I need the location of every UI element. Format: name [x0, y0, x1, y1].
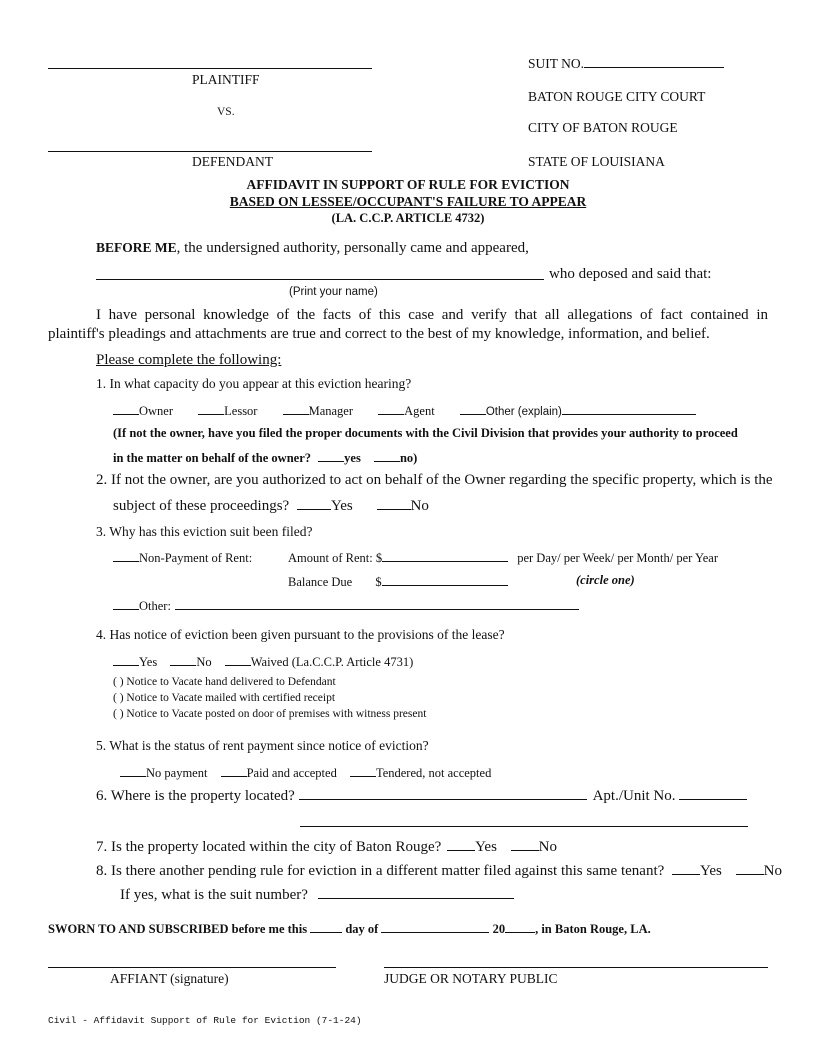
q7-question: 7. Is the property located within the city of Baton Rouge? — [96, 839, 442, 855]
q7-yes: Yes — [475, 839, 497, 855]
sworn-part-4: , in Baton Rouge, LA. — [535, 922, 651, 936]
q1-owner-blank[interactable] — [113, 402, 139, 415]
q1-note-line-2 — [113, 449, 417, 466]
q1-other-explain-blank[interactable] — [562, 402, 696, 415]
q1-note-no: no) — [399, 451, 418, 465]
affiant-signature-label: AFFIANT (signature) — [110, 971, 229, 986]
defendant-label: DEFENDANT — [192, 154, 273, 169]
affiant-name-blank[interactable] — [96, 279, 544, 280]
court-city: CITY OF BATON ROUGE — [528, 120, 678, 135]
q4-no-blank[interactable] — [170, 653, 196, 666]
q1-other: Other (explain) — [485, 406, 562, 418]
q3-other-label: Other: — [139, 599, 171, 613]
q3-balance-dollar: $ — [375, 575, 382, 589]
deposed-text: who deposed and said that: — [549, 266, 712, 282]
q3-non-payment-blank[interactable] — [113, 549, 139, 562]
sworn-line — [48, 920, 651, 937]
q1-other-blank[interactable] — [460, 402, 486, 415]
q5-tendered-blank[interactable] — [350, 764, 376, 777]
q6-address-blank[interactable] — [299, 787, 587, 800]
q3-other-blank[interactable] — [113, 597, 139, 610]
statement-line-2: plaintiff's pleadings and attachments are true and correct to the best of my knowledge, information, and belief. — [48, 326, 710, 342]
q8-no-blank[interactable] — [736, 862, 764, 875]
q5-paid: Paid and accepted — [246, 766, 337, 780]
q6-question: 6. Where is the property located? — [96, 788, 295, 804]
q5-tendered: Tendered, not accepted — [375, 766, 492, 780]
statement-line-1: I have personal knowledge of the facts of this case and verify that all allegations of fact contained in — [96, 307, 768, 323]
defendant-signature-line[interactable] — [48, 151, 372, 152]
q7-yes-blank[interactable] — [447, 838, 475, 851]
q4-waived: Waived (La.C.C.P. Article 4731) — [250, 655, 414, 669]
sworn-day-blank[interactable] — [310, 920, 342, 933]
q8-question: 8. Is there another pending rule for eviction in a different matter filed against this same tenant? — [96, 863, 665, 879]
q1-agent: Agent — [404, 404, 435, 418]
q1-manager-blank[interactable] — [283, 402, 309, 415]
q1-note-no-blank[interactable] — [374, 449, 400, 462]
q4-check-hand-delivered[interactable]: ( ) Notice to Vacate hand delivered to Defendant — [113, 676, 336, 688]
q3-per-period: per Day/ per Week/ per Month/ per Year — [517, 551, 719, 565]
q4-check-posted[interactable]: ( ) Notice to Vacate posted on door of premises with witness present — [113, 708, 427, 720]
q1-note-yes: yes — [344, 451, 361, 465]
before-me-bold: BEFORE ME — [96, 240, 177, 255]
vs-label: VS. — [217, 106, 235, 118]
q4-no: No — [196, 655, 212, 669]
q8-yes-blank[interactable] — [672, 862, 700, 875]
q3-amount-of-rent — [288, 549, 718, 566]
judge-signature-label: JUDGE OR NOTARY PUBLIC — [384, 971, 558, 986]
q1-lessor: Lessor — [224, 404, 258, 418]
suit-number-field — [528, 55, 724, 72]
q2-no: No — [410, 498, 429, 514]
q6-address-line-2[interactable] — [300, 826, 748, 827]
q5-no-payment-blank[interactable] — [120, 764, 146, 777]
q4-waived-blank[interactable] — [225, 653, 251, 666]
q8-no: No — [763, 863, 782, 879]
q3-amount-label: Amount of Rent: $ — [288, 551, 383, 565]
print-name-hint: (Print your name) — [289, 286, 378, 298]
suit-number-blank[interactable] — [584, 55, 724, 68]
form-footer: Civil - Affidavit Support of Rule for Eviction (7-1-24) — [48, 1015, 362, 1026]
q6-apt-label: Apt./Unit No. — [592, 788, 676, 804]
before-me-line — [96, 240, 529, 257]
q4-yes-blank[interactable] — [113, 653, 139, 666]
sworn-part-3: 20 — [492, 922, 506, 936]
q6-apt-blank[interactable] — [679, 787, 747, 800]
q4-options — [113, 653, 413, 670]
court-state: STATE OF LOUISIANA — [528, 154, 665, 169]
q8-suit-number-blank[interactable] — [318, 886, 514, 899]
q3-amount-blank[interactable] — [382, 549, 508, 562]
q1-manager: Manager — [308, 404, 354, 418]
q7-no-blank[interactable] — [511, 838, 539, 851]
q1-note-yes-blank[interactable] — [318, 449, 344, 462]
please-complete-heading: Please complete the following: — [96, 352, 282, 368]
title-line-2: BASED ON LESSEE/OCCUPANT'S FAILURE TO APPEAR — [229, 194, 587, 209]
q1-note-line-1: (If not the owner, have you filed the proper documents with the Civil Division that provides your authority to proceed — [113, 426, 738, 440]
q1-agent-blank[interactable] — [378, 402, 404, 415]
q3-non-payment-label: Non-Payment of Rent: — [139, 551, 253, 565]
q6-line — [96, 787, 747, 805]
q4-yes: Yes — [139, 655, 158, 669]
q8-line — [96, 862, 782, 880]
q8-followup: If yes, what is the suit number? — [120, 887, 308, 903]
q4-question: 4. Has notice of eviction been given pursuant to the provisions of the lease? — [96, 627, 505, 642]
plaintiff-signature-line[interactable] — [48, 68, 372, 69]
title-line-1: AFFIDAVIT IN SUPPORT OF RULE FOR EVICTION — [246, 177, 570, 192]
q3-other-explain-blank[interactable] — [175, 597, 579, 610]
q2-yes-blank[interactable] — [297, 497, 331, 510]
q2-no-blank[interactable] — [377, 497, 411, 510]
q8-yes: Yes — [700, 863, 722, 879]
q2-line-2 — [113, 497, 429, 515]
q5-question: 5. What is the status of rent payment since notice of eviction? — [96, 738, 429, 753]
q3-non-payment — [113, 549, 252, 566]
q2-line-1: 2. If not the owner, are you authorized to act on behalf of the Owner regarding the specific property, which is the — [96, 472, 773, 488]
sworn-month-blank[interactable] — [381, 920, 489, 933]
suit-number-label: SUIT NO. — [528, 56, 585, 71]
q5-options — [120, 764, 491, 781]
q7-line — [96, 838, 557, 856]
court-name: BATON ROUGE CITY COURT — [528, 89, 706, 104]
q3-question: 3. Why has this eviction suit been filed? — [96, 524, 313, 539]
affiant-signature-line[interactable] — [48, 967, 336, 968]
sworn-part-1: SWORN TO AND SUBSCRIBED before me this — [48, 922, 308, 936]
plaintiff-label: PLAINTIFF — [192, 72, 260, 87]
q3-balance-blank[interactable] — [382, 573, 508, 586]
q3-balance-due — [288, 573, 508, 590]
q1-lessor-blank[interactable] — [198, 402, 224, 415]
title-line-3: (LA. C.C.P. ARTICLE 4732) — [331, 211, 485, 225]
q5-no-payment: No payment — [146, 766, 208, 780]
q3-other — [113, 597, 579, 614]
q4-check-mailed[interactable]: ( ) Notice to Vacate mailed with certified receipt — [113, 692, 336, 704]
before-me-text: , the undersigned authority, personally came and appeared, — [176, 240, 529, 256]
q1-question: 1. In what capacity do you appear at this eviction hearing? — [96, 376, 412, 391]
q1-owner: Owner — [139, 404, 174, 418]
q3-balance-label: Balance Due — [288, 575, 353, 589]
q1-options — [113, 402, 696, 419]
q2-subject-text: subject of these proceedings? — [113, 498, 290, 514]
q7-no: No — [538, 839, 558, 855]
q1-note-text: in the matter on behalf of the owner? — [113, 451, 312, 465]
judge-signature-line[interactable] — [384, 967, 768, 968]
sworn-year-blank[interactable] — [505, 920, 535, 933]
q5-paid-blank[interactable] — [221, 764, 247, 777]
q8-followup-line — [120, 886, 514, 904]
q3-circle-one: (circle one) — [576, 573, 635, 587]
sworn-part-2: day of — [345, 922, 379, 936]
q2-yes: Yes — [330, 498, 353, 514]
